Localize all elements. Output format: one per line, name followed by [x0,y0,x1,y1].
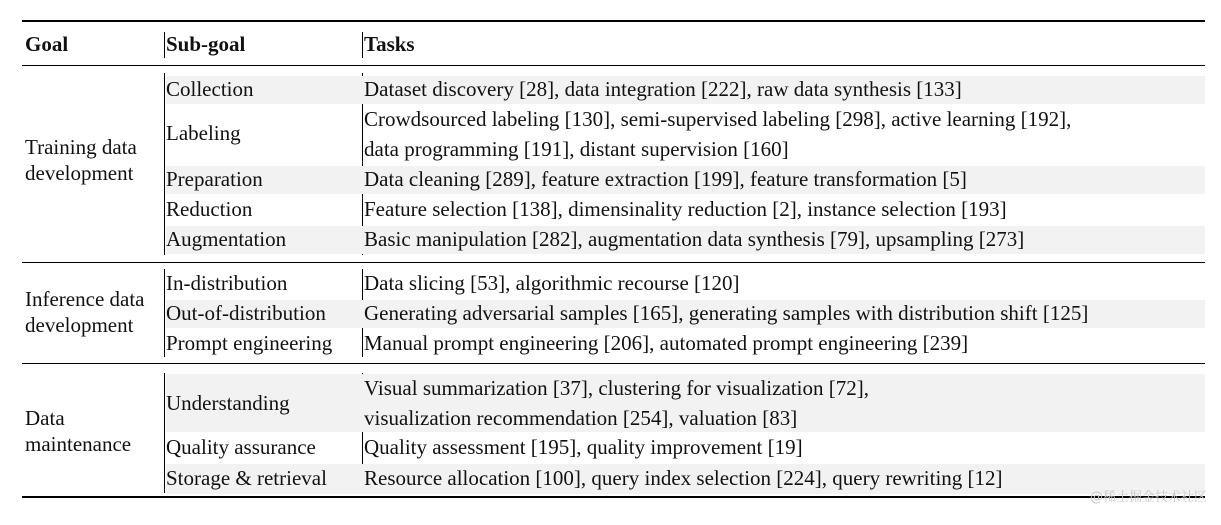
section-rule [22,363,1205,364]
subgoal-cell: Preparation [166,167,263,191]
task-cell: Data cleaning [289], feature extraction [199], feature transformation [5] [364,167,967,191]
task-cell: Basic manipulation [282], augmentation data synthesis [79], upsampling [273] [364,227,1025,251]
column-divider [164,32,165,58]
section-rule [22,262,1205,263]
goal-cell: Training data development [25,135,137,185]
subgoal-cell: Reduction [166,197,253,221]
task-cell: Data slicing [53], algorithmic recourse [120] [364,271,740,295]
header-tasks: Tasks [364,32,415,56]
task-cell: Visual summarization [37], clustering for visualization [72], [364,376,869,400]
task-cell: Quality assessment [195], quality improvement [19] [364,435,803,459]
subgoal-cell: Out-of-distribution [166,301,326,325]
task-cell: Resource allocation [100], query index selection [224], query rewriting [12] [364,466,1003,490]
task-cell: Dataset discovery [28], data integration [222], raw data synthesis [133] [364,77,962,101]
subgoal-cell: Labeling [166,121,241,145]
task-cell: Feature selection [138], dimensinality reduction [2], instance selection [193] [364,197,1007,221]
subgoal-cell: Prompt engineering [166,331,333,355]
task-cell: Crowdsourced labeling [130], semi-supervised labeling [298], active learning [192], [364,107,1072,131]
task-cell: visualization recommendation [254], valuation [83] [364,406,798,430]
header-goal: Goal [25,32,69,56]
table-top-rule [22,20,1205,22]
watermark: @稀土掘金技术社区 [1089,490,1207,505]
column-divider [362,32,363,58]
goal-cell: Data maintenance [25,406,132,456]
subgoal-cell: Understanding [166,391,290,415]
task-cell: Generating adversarial samples [165], generating samples with distribution shift [125] [364,301,1089,325]
subgoal-cell: Quality assurance [166,435,316,459]
subgoal-cell: Storage & retrieval [166,466,327,490]
subgoal-cell: In-distribution [166,271,288,295]
subgoal-cell: Collection [166,77,254,101]
task-cell: Manual prompt engineering [206], automated prompt engineering [239] [364,331,969,355]
goal-cell: Inference data development [25,287,145,337]
header-rule [22,65,1205,66]
task-cell: data programming [191], distant supervision [160] [364,137,789,161]
table-bottom-rule [22,496,1205,498]
subgoal-cell: Augmentation [166,227,287,251]
header-subgoal: Sub-goal [166,32,246,56]
